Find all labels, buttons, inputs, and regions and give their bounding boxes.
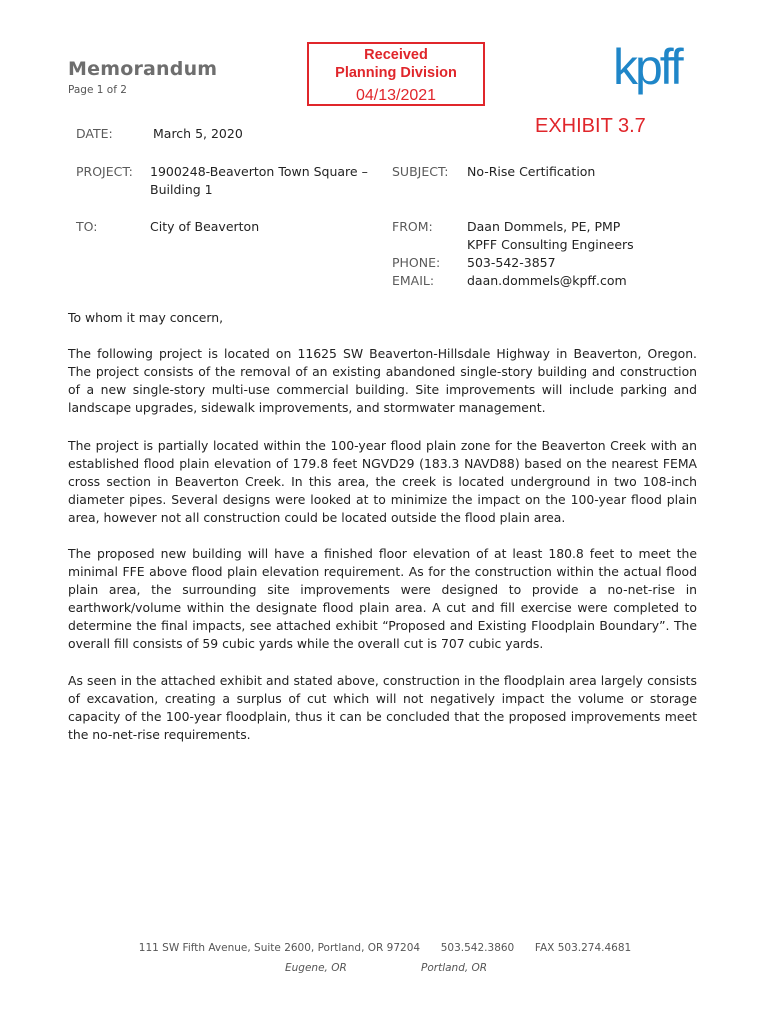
received-stamp	[307, 42, 485, 106]
greeting: To whom it may concern,	[68, 310, 224, 325]
paragraph-2: The project is partially located within the 100-year flood plain zone for the Beaverton Creek with an established flood plain elevation of 179.8 feet NGVD29 (183.3 NAVD88) based on the nearest FEMA cross section in Beaverton Creek. In this area, the creek is located underground in two 108-inch diameter pipes. Several designs were looked at to minimize the impact on the 100-year flood plain area, however not all construction could be located outside the flood plain area.	[68, 438, 697, 525]
footer-address: 111 SW Fifth Avenue, Suite 2600, Portland, OR 97204	[138, 942, 421, 954]
footer-city-eugene: Eugene, OR	[285, 962, 347, 974]
kpff-logo-text: kpff	[613, 44, 681, 95]
date-value: March 5, 2020	[153, 126, 243, 141]
to-value: City of Beaverton	[150, 219, 260, 234]
subject-label: SUBJECT:	[392, 164, 449, 179]
stamp-division: Planning Division	[335, 65, 457, 81]
paragraph-3: The proposed new building will have a finished floor elevation of at least 180.8 feet to meet the minimal FFE above flood plain elevation requirement. As for the construction within the actual flood plain area, the surrounding site improvements were designed to provide a no-net-rise in earthwork/volume within the designate flood plain area. A cut and fill exercise were completed to determine the final impacts, see attached exhibit “Proposed and Existing Floodplain Boundary”. The overall fill consists of 59 cubic yards while the overall cut is 707 cubic yards.	[68, 546, 697, 651]
subject-value: No-Rise Certification	[467, 164, 596, 179]
memo-title: Memorandum	[68, 58, 218, 80]
phone-value: 503-542-3857	[467, 255, 556, 270]
project-value-line2: Building 1	[150, 182, 213, 197]
from-name: Daan Dommels, PE, PMP	[467, 219, 621, 234]
footer-fax: FAX 503.274.4681	[534, 942, 632, 954]
email-label: EMAIL:	[392, 273, 435, 288]
paragraph-4: As seen in the attached exhibit and stated above, construction in the floodplain area largely consists of excavation, creating a surplus of cut which will not negatively impact the volume or storage capacity of the 100-year floodplain, thus it can be concluded that the proposed improvements meet the no-net-rise requirements.	[68, 673, 697, 742]
stamp-date: 04/13/2021	[355, 87, 437, 104]
page-number: Page 1 of 2	[68, 84, 127, 96]
footer-city-portland: Portland, OR	[421, 962, 488, 974]
paragraph-1: The following project is located on 11625 SW Beaverton-Hillsdale Highway in Beaverton, Oregon. The project consists of the removal of an existing abandoned single-story building and construction of a new single-story multi-use commercial building. Site improvements will include parking and landscape upgrades, sidewalk improvements, and stormwater management.	[68, 346, 697, 415]
from-label: FROM:	[392, 219, 433, 234]
date-label: DATE:	[76, 126, 113, 141]
exhibit-label: EXHIBIT 3.7	[535, 115, 646, 137]
stamp-received: Received	[364, 47, 428, 63]
email-value[interactable]: daan.dommels@kpff.com	[467, 273, 627, 288]
to-label: TO:	[76, 219, 98, 234]
phone-label: PHONE:	[392, 255, 441, 270]
project-label: PROJECT:	[76, 164, 133, 179]
footer-phone: 503.542.3860	[440, 942, 515, 954]
kpff-logo	[611, 44, 703, 100]
project-value-line1: 1900248-Beaverton Town Square –	[150, 164, 368, 179]
footer-contact	[0, 942, 770, 954]
from-company: KPFF Consulting Engineers	[467, 237, 634, 252]
